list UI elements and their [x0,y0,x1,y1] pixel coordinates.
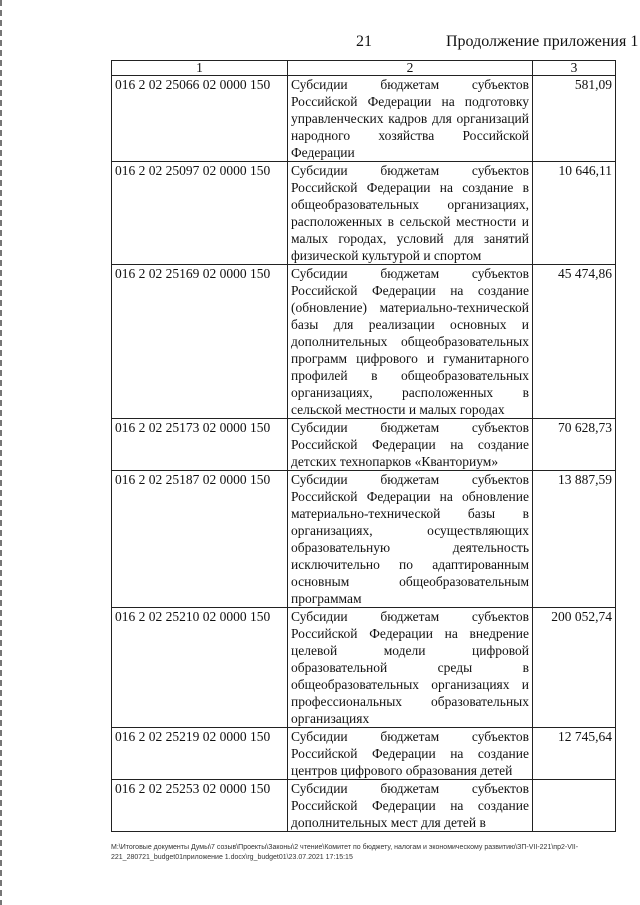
description: Субсидии бюджетам субъектов Российской Федерации на создание дополнительных мест для детей в [288,780,533,832]
table-body [112,76,616,832]
budget-code: 016 2 02 25219 02 0000 150 [112,728,288,780]
description: Субсидии бюджетам субъектов Российской Федерации на создание детских технопарков «Кванториум» [288,419,533,471]
scan-edge-mark [0,0,2,905]
budget-code: 016 2 02 25210 02 0000 150 [112,608,288,728]
budget-code: 016 2 02 25066 02 0000 150 [112,76,288,162]
amount [533,780,616,832]
page-number: 21 [356,33,372,50]
budget-code: 016 2 02 25097 02 0000 150 [112,162,288,265]
table-row [112,162,616,265]
table-row [112,728,616,780]
amount: 13 887,59 [533,471,616,608]
budget-code: 016 2 02 25253 02 0000 150 [112,780,288,832]
description: Субсидии бюджетам субъектов Российской Федерации на создание центров цифрового образования детей [288,728,533,780]
column-number-1: 1 [112,61,288,76]
description: Субсидии бюджетам субъектов Российской Федерации на внедрение целевой модели цифровой образовательной среды в общеобразовательных организациях и профессиональных образовательных организациях [288,608,533,728]
table-row [112,471,616,608]
description: Субсидии бюджетам субъектов Российской Федерации на создание в общеобразовательных организациях, расположенных в сельской местности и малых городах, условий для занятий физической культурой и спортом [288,162,533,265]
description: Субсидии бюджетам субъектов Российской Федерации на создание (обновление) материально-технической базы для реализации основных и дополнительных общеобразовательных программ цифрового и гуманитарного профилей в общеобразовательных организациях, расположенных в сельской местности и малых городах [288,265,533,419]
file-path-footer: M:\Итоговые документы Думы\7 созыв\Проекты\Законы\2 чтение\Комитет по бюджету, налогам и экономическому развитию\ЗП-VII-221\пр2-VII-221_280721_budget01приложение 1.docx\rg_budget01\23.07.2021 17:15:15 [111,844,579,861]
table-row [112,76,616,162]
budget-code: 016 2 02 25187 02 0000 150 [112,471,288,608]
table-row [112,780,616,832]
table-row [112,608,616,728]
amount: 200 052,74 [533,608,616,728]
continuation-heading: Продолжение приложения 1 [446,33,639,50]
table-row [112,265,616,419]
budget-code: 016 2 02 25173 02 0000 150 [112,419,288,471]
amount: 70 628,73 [533,419,616,471]
table-row [112,419,616,471]
budget-code: 016 2 02 25169 02 0000 150 [112,265,288,419]
budget-table [111,60,616,832]
column-number-3: 3 [533,61,616,76]
description: Субсидии бюджетам субъектов Российской Федерации на обновление материально-технической базы в организациях, осуществляющих образовательную деятельность исключительно по адаптированным основным общеобразовательным программам [288,471,533,608]
column-number-2: 2 [288,61,533,76]
description: Субсидии бюджетам субъектов Российской Федерации на подготовку управленческих кадров для организаций народного хозяйства Российской Федерации [288,76,533,162]
amount: 12 745,64 [533,728,616,780]
amount: 45 474,86 [533,265,616,419]
column-number-row [112,61,616,76]
table-header [112,61,616,76]
amount: 10 646,11 [533,162,616,265]
amount: 581,09 [533,76,616,162]
